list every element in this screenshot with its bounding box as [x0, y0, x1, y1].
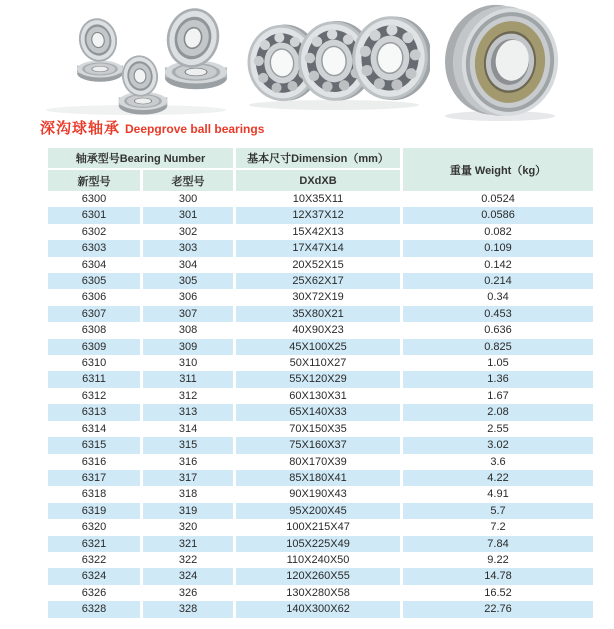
cell-new-model: 6312: [81, 389, 107, 402]
cell-new-model: 6321: [81, 537, 107, 550]
cell-old-model: 316: [140, 454, 233, 470]
cell-new-model: 6303: [81, 242, 107, 255]
table-row: [48, 568, 593, 584]
cell-dimension: 110X240X50: [233, 552, 400, 568]
cell-new-model: 6314: [81, 422, 107, 435]
table-body: [48, 191, 593, 618]
cell-dimension: 10X35X11: [233, 191, 400, 207]
cell-new-model: 6309: [81, 340, 107, 353]
cell-old-model: 310: [140, 355, 233, 371]
table-row: [48, 585, 593, 601]
cell-new-model: 6326: [81, 586, 107, 599]
cell-old-model: 318: [140, 486, 233, 502]
table-header: [48, 148, 593, 191]
table-row: [48, 339, 593, 355]
cell-dimension: 50X110X27: [233, 355, 400, 371]
cell-weight: 4.22: [400, 470, 593, 486]
bearing-cluster-photo: [36, 2, 238, 118]
cell-old-model: 324: [140, 568, 233, 584]
cell-old-model: 326: [140, 585, 233, 601]
table-row: [48, 421, 593, 437]
cell-weight: 3.02: [400, 437, 593, 453]
cell-weight: 0.142: [400, 257, 593, 273]
header-old-model: 老型号: [140, 170, 233, 191]
cell-weight: 2.55: [400, 421, 593, 437]
cell-new-model: 6302: [81, 225, 107, 238]
three-open-bearings-photo: [234, 8, 430, 112]
cell-weight: 0.636: [400, 322, 593, 338]
cell-dimension: 70X150X35: [233, 421, 400, 437]
header-weight: 重量 Weight（kg）: [400, 148, 593, 191]
cell-weight: 0.825: [400, 339, 593, 355]
cell-dimension: 45X100X25: [233, 339, 400, 355]
table-row: [48, 388, 593, 404]
cell-dimension: 90X190X43: [233, 486, 400, 502]
cell-new-model: 6310: [81, 357, 107, 370]
cell-dimension: 60X130X31: [233, 388, 400, 404]
cell-dimension: 12X37X12: [233, 207, 400, 223]
cell-dimension: 120X260X55: [233, 568, 400, 584]
table-row: [48, 437, 593, 453]
cell-weight: 5.7: [400, 503, 593, 519]
table-row: [48, 224, 593, 240]
large-shielded-bearing-photo: [428, 2, 578, 124]
cell-old-model: 308: [140, 322, 233, 338]
cell-old-model: 303: [140, 240, 233, 256]
cell-old-model: 311: [140, 371, 233, 387]
cell-old-model: 301: [140, 207, 233, 223]
cell-old-model: 304: [140, 257, 233, 273]
cell-weight: 1.67: [400, 388, 593, 404]
cell-dimension: 80X170X39: [233, 454, 400, 470]
cell-old-model: 312: [140, 388, 233, 404]
cell-weight: 7.2: [400, 519, 593, 535]
cell-new-model: 6324: [81, 570, 107, 583]
cell-new-model: 6307: [81, 307, 107, 320]
cell-weight: 16.52: [400, 585, 593, 601]
table-row: [48, 257, 593, 273]
cell-new-model: 6301: [81, 209, 107, 222]
page-title: [40, 117, 264, 138]
table-row: [48, 486, 593, 502]
table-row: [48, 240, 593, 256]
header-dimension: 基本尺寸Dimension（mm）: [233, 148, 400, 170]
table-row: [48, 289, 593, 305]
table-row: [48, 470, 593, 486]
cell-new-model: 6313: [81, 406, 107, 419]
cell-new-model: 6316: [81, 455, 107, 468]
table-row: [48, 552, 593, 568]
cell-old-model: 320: [140, 519, 233, 535]
cell-weight: 0.082: [400, 224, 593, 240]
cell-weight: 9.22: [400, 552, 593, 568]
cell-dimension: 100X215X47: [233, 519, 400, 535]
cell-new-model: 6322: [81, 553, 107, 566]
cell-new-model: 6317: [81, 471, 107, 484]
cell-dimension: 55X120X29: [233, 371, 400, 387]
cell-dimension: 20X52X15: [233, 257, 400, 273]
cell-dimension: 40X90X23: [233, 322, 400, 338]
table-row: [48, 454, 593, 470]
cell-weight: 3.6: [400, 454, 593, 470]
cell-dimension: 65X140X33: [233, 404, 400, 420]
cell-old-model: 302: [140, 224, 233, 240]
cell-weight: 0.0586: [400, 207, 593, 223]
cell-new-model: 6304: [81, 258, 107, 271]
cell-weight: 0.453: [400, 306, 593, 322]
cell-dimension: 75X160X37: [233, 437, 400, 453]
table-row: [48, 371, 593, 387]
cell-new-model: 6318: [81, 488, 107, 501]
cell-new-model: 6320: [81, 521, 107, 534]
cell-old-model: 313: [140, 404, 233, 420]
cell-dimension: 15X42X13: [233, 224, 400, 240]
cell-old-model: 314: [140, 421, 233, 437]
cell-dimension: 25X62X17: [233, 273, 400, 289]
table-row: [48, 601, 593, 617]
cell-new-model: 6305: [81, 275, 107, 288]
table-row: [48, 355, 593, 371]
cell-new-model: 6308: [81, 324, 107, 337]
header-bearing-number: 轴承型号Bearing Number: [48, 148, 233, 170]
cell-old-model: 317: [140, 470, 233, 486]
cell-dimension: 140X300X62: [233, 601, 400, 617]
table-row: [48, 207, 593, 223]
cell-dimension: 95X200X45: [233, 503, 400, 519]
cell-old-model: 321: [140, 536, 233, 552]
cell-weight: 0.214: [400, 273, 593, 289]
table-row: [48, 273, 593, 289]
table-row: [48, 191, 593, 207]
table-row: [48, 306, 593, 322]
cell-new-model: 6315: [81, 439, 107, 452]
cell-new-model: 6311: [82, 373, 106, 386]
table-row: [48, 536, 593, 552]
cell-new-model: 6300: [81, 193, 107, 205]
cell-old-model: 306: [140, 289, 233, 305]
table-row: [48, 322, 593, 338]
cell-weight: 22.76: [400, 601, 593, 617]
cell-dimension: 30X72X19: [233, 289, 400, 305]
cell-weight: 0.109: [400, 240, 593, 256]
cell-new-model: 6328: [81, 603, 107, 616]
cell-old-model: 307: [140, 306, 233, 322]
table-row: [48, 404, 593, 420]
cell-weight: 14.78: [400, 568, 593, 584]
cell-dimension: 85X180X41: [233, 470, 400, 486]
cell-old-model: 309: [140, 339, 233, 355]
cell-old-model: 319: [140, 503, 233, 519]
table-row: [48, 519, 593, 535]
table-row: [48, 503, 593, 519]
cell-dimension: 35X80X21: [233, 306, 400, 322]
page-title-english: Deepgrove ball bearings: [125, 122, 265, 136]
cell-old-model: 300: [140, 191, 233, 207]
cell-weight: 2.08: [400, 404, 593, 420]
header-dimension-sub: DXdXB: [233, 170, 400, 191]
cell-weight: 0.34: [400, 289, 593, 305]
cell-new-model: 6306: [81, 291, 107, 304]
cell-dimension: 105X225X49: [233, 536, 400, 552]
cell-weight: 4.91: [400, 486, 593, 502]
bearing-spec-table: [48, 148, 593, 618]
cell-weight: 7.84: [400, 536, 593, 552]
cell-dimension: 130X280X58: [233, 585, 400, 601]
cell-old-model: 315: [140, 437, 233, 453]
cell-weight: 1.36: [400, 371, 593, 387]
cell-new-model: 6319: [81, 504, 107, 517]
cell-dimension: 17X47X14: [233, 240, 400, 256]
cell-weight: 1.05: [400, 355, 593, 371]
cell-old-model: 328: [140, 601, 233, 617]
cell-weight: 0.0524: [400, 191, 593, 207]
cell-old-model: 322: [140, 552, 233, 568]
page-title-chinese: 深沟球轴承: [40, 120, 121, 137]
cell-old-model: 305: [140, 273, 233, 289]
header-new-model: 新型号: [48, 170, 140, 191]
